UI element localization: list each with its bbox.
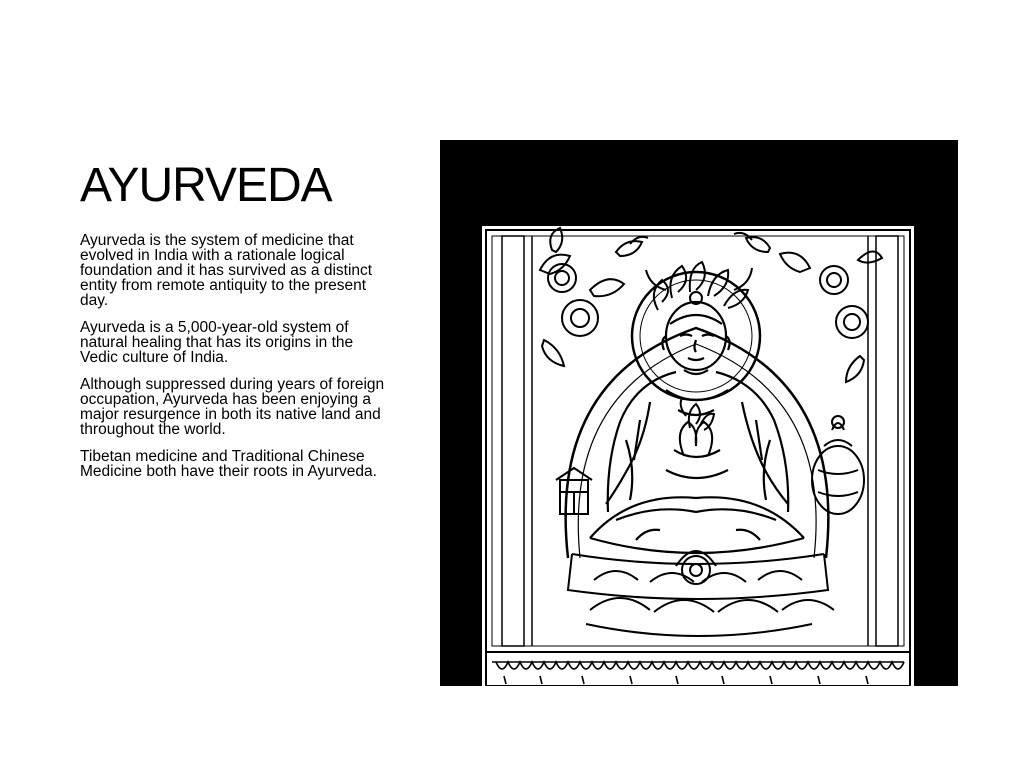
slide-body: [80, 233, 390, 491]
paragraph-definition: Ayurveda is the system of medicine that evolved in India with a rationale logical foundation and it has survived as a distinct entity from remote antiquity to the present day.: [80, 232, 373, 309]
paragraph-origins: Ayurveda is a 5,000-year-old system of natural healing that has its origins in the Vedic culture of India.: [80, 319, 354, 366]
buddha-drawing-svg: [440, 140, 958, 686]
paragraph-influence: Tibetan medicine and Traditional Chinese Medicine both have their roots in Ayurveda.: [80, 448, 377, 480]
paragraph-resurgence: Although suppressed during years of foreign occupation, Ayurveda has been enjoying a major resurgence in both its native land and throughout the world.: [80, 376, 385, 438]
slide-title: AYURVEDA: [80, 159, 332, 212]
buddha-illustration: [440, 140, 958, 686]
